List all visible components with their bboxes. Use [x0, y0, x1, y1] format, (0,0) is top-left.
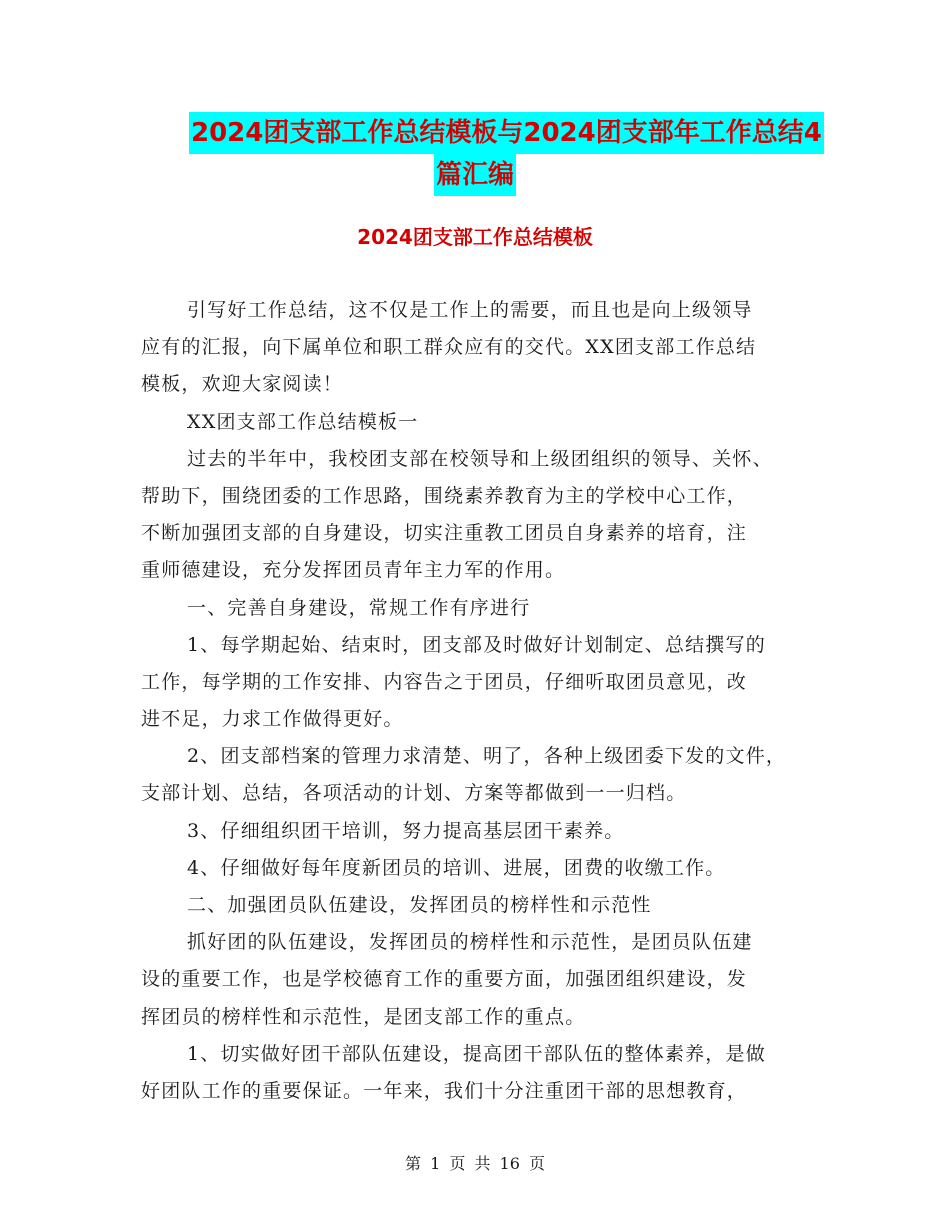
body-line: 过去的半年中，我校团支部在校领导和上级团组织的领导、关怀、: [187, 447, 773, 470]
page-footer: 第 1 页 共 16 页: [405, 1154, 545, 1173]
body-line: 设的重要工作，也是学校德育工作的重要方面，加强团组织建设，发: [141, 968, 748, 991]
body-line: 好团队工作的重要保证。一年来，我们十分注重团干部的思想教育，: [141, 1079, 748, 1102]
body-line: 1、切实做好团干部队伍建设，提高团干部队伍的整体素养，是做: [187, 1042, 766, 1065]
body-line: 工作，每学期的工作安排、内容告之于团员，仔细听取团员意见，改: [141, 670, 748, 693]
document-body: [141, 292, 821, 1110]
body-line: 进不足，力求工作做得更好。: [141, 708, 404, 731]
body-line: XX团支部工作总结模板一: [187, 410, 419, 433]
section-heading: 2024团支部工作总结模板: [357, 225, 593, 249]
body-line: 一、完善自身建设，常规工作有序进行: [187, 596, 531, 619]
body-line: 支部计划、总结，各项活动的计划、方案等都做到一一归档。: [141, 782, 687, 805]
body-line: 2、团支部档案的管理力求清楚、明了，各种上级团委下发的文件，: [187, 745, 787, 768]
body-line: 抓好团的队伍建设，发挥团员的榜样性和示范性，是团员队伍建: [187, 931, 753, 954]
body-line: 1、每学期起始、结束时，团支部及时做好计划制定、总结撰写的: [187, 633, 766, 656]
body-line: 3、仔细组织团干培训，努力提高基层团干素养。: [187, 819, 625, 842]
body-line: 不断加强团支部的自身建设，切实注重教工团员自身素养的培育，注: [141, 522, 748, 545]
body-line: 4、仔细做好每年度新团员的培训、进展，团费的收缴工作。: [187, 856, 726, 879]
document-title-line-2: 篇汇编: [434, 154, 516, 196]
body-line: 帮助下，围绕团委的工作思路，围绕素养教育为主的学校中心工作，: [141, 484, 748, 507]
body-line: 引写好工作总结，这不仅是工作上的需要，而且也是向上级领导: [187, 299, 753, 321]
body-line: 模板，欢迎大家阅读！: [141, 373, 344, 396]
body-line: 应有的汇报，向下属单位和职工群众应有的交代。XX团支部工作总结: [141, 336, 757, 359]
body-line: 二、加强团员队伍建设，发挥团员的榜样性和示范性: [187, 894, 652, 916]
body-line: 重师德建设，充分发挥团员青年主力军的作用。: [141, 559, 566, 582]
document-title-line-1: 2024团支部工作总结模板与2024团支部年工作总结4: [189, 112, 824, 154]
body-line: 挥团员的榜样性和示范性，是团支部工作的重点。: [141, 1005, 586, 1028]
